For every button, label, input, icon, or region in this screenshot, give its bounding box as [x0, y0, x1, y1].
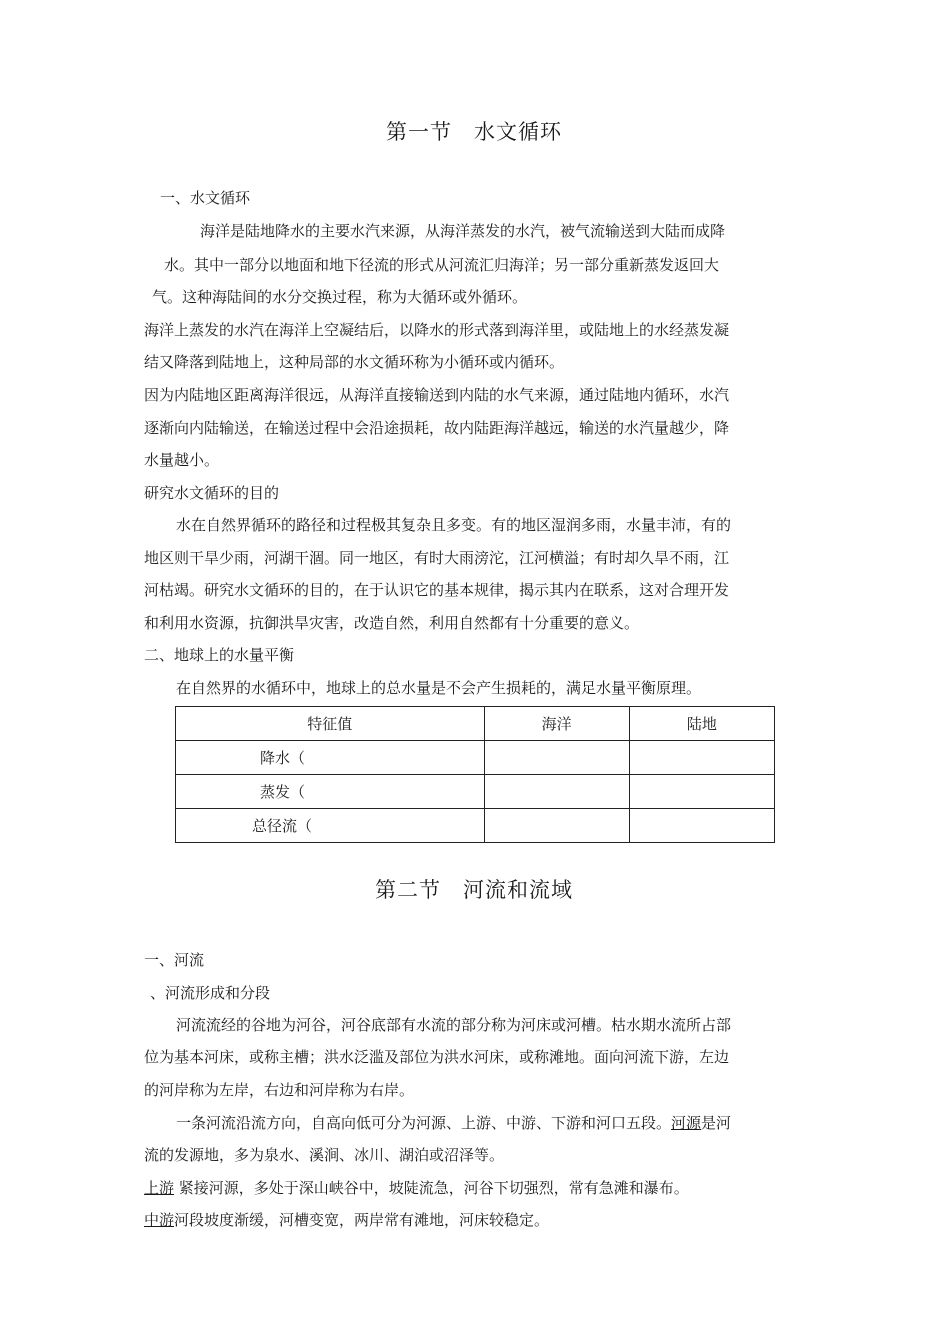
table-cell: [484, 741, 629, 775]
table-cell: [629, 809, 774, 843]
paragraph-line: 气。这种海陆间的水分交换过程，称为大循环或外循环。: [152, 288, 528, 306]
table-cell: 降水（: [176, 741, 485, 775]
table-row: [176, 809, 775, 843]
term-upper-reach: 上游: [144, 1179, 175, 1197]
paragraph-line: 逐渐向内陆输送，在输送过程中会沿途损耗，故内陆距海洋越远，输送的水汽量越少，降: [144, 419, 730, 437]
paragraph-line: 水在自然界循环的路径和过程极其复杂且多变。有的地区湿润多雨，水量丰沛，有的: [176, 516, 732, 534]
paragraph-line: 水量越小。: [144, 451, 220, 469]
paragraph-line: [144, 1209, 549, 1230]
water-balance-table: [175, 706, 775, 843]
table-cell: [629, 775, 774, 809]
table-cell: [484, 809, 629, 843]
paragraph-line: [144, 1177, 689, 1198]
paragraph-line: 海洋上蒸发的水汽在海洋上空凝结后，以降水的形式落到海洋里，或陆地上的水经蒸发凝: [144, 321, 730, 339]
table-header-cell: 特征值: [176, 707, 485, 741]
paragraph-text: 紧接河源，多处于深山峡谷中，坡陡流急，河谷下切强烈，常有急滩和瀑布。: [174, 1179, 689, 1197]
paragraph-line: 地区则干旱少雨，河湖干涸。同一地区，有时大雨滂沱，江河横溢；有时却久旱不雨，江: [144, 549, 730, 567]
paragraph-line: 因为内陆地区距离海洋很远，从海洋直接输送到内陆的水气来源，通过陆地内循环，水汽: [144, 386, 730, 404]
paragraph-line: 海洋是陆地降水的主要水汽来源，从海洋蒸发的水汽，被气流输送到大陆而成降: [200, 222, 726, 240]
table-cell: 蒸发（: [176, 775, 485, 809]
heading-river: 一、河流: [144, 951, 205, 969]
table-cell: [629, 741, 774, 775]
table-header-row: [176, 707, 775, 741]
paragraph-text: 一条河流沿流方向，自高向低可分为河源、上游、中游、下游和河口五段。: [176, 1114, 672, 1132]
paragraph-line: 河枯竭。研究水文循环的目的，在于认识它的基本规律，揭示其内在联系，这对合理开发: [144, 581, 730, 599]
table-cell: 总径流（: [176, 809, 485, 843]
paragraph-line: 水。其中一部分以地面和地下径流的形式从河流汇归海洋；另一部分重新蒸发返回大: [164, 256, 720, 274]
table-cell: [484, 775, 629, 809]
paragraph-line: 河流流经的谷地为河谷，河谷底部有水流的部分称为河床或河槽。枯水期水流所占部: [176, 1016, 732, 1034]
paragraph-text: 是河: [701, 1114, 732, 1132]
table-row: [176, 741, 775, 775]
paragraph-line: 在自然界的水循环中，地球上的总水量是不会产生损耗的，满足水量平衡原理。: [176, 679, 702, 697]
paragraph-line: 的河岸称为左岸，右边和河岸称为右岸。: [144, 1081, 415, 1099]
heading-water-cycle: 一、水文循环: [160, 189, 251, 207]
section1-title: 第一节 水文循环: [386, 120, 562, 144]
paragraph-line: [176, 1112, 731, 1133]
term-middle-reach: 中游: [144, 1211, 175, 1229]
paragraph-line: 位为基本河床，或称主槽；洪水泛滥及部位为洪水河床，或称滩地。面向河流下游，左边: [144, 1048, 730, 1066]
term-river-source: 河源: [671, 1114, 702, 1132]
heading-river-formation: 、河流形成和分段: [150, 984, 271, 1002]
heading-water-balance: 二、地球上的水量平衡: [144, 646, 295, 664]
table-row: [176, 775, 775, 809]
paragraph-text: 河段坡度渐缓，河槽变宽，两岸常有滩地，河床较稳定。: [174, 1211, 550, 1229]
paragraph-line: 结又降落到陆地上，这种局部的水文循环称为小循环或内循环。: [144, 353, 565, 371]
paragraph-line: 流的发源地，多为泉水、溪涧、冰川、湖泊或沼泽等。: [144, 1146, 505, 1164]
section2-title: 第二节 河流和流域: [375, 878, 573, 902]
heading-purpose: 研究水文循环的目的: [144, 484, 280, 502]
paragraph-line: 和利用水资源，抗御洪旱灾害，改造自然，利用自然都有十分重要的意义。: [144, 614, 640, 632]
table-header-cell: 海洋: [484, 707, 629, 741]
table-header-cell: 陆地: [629, 707, 774, 741]
